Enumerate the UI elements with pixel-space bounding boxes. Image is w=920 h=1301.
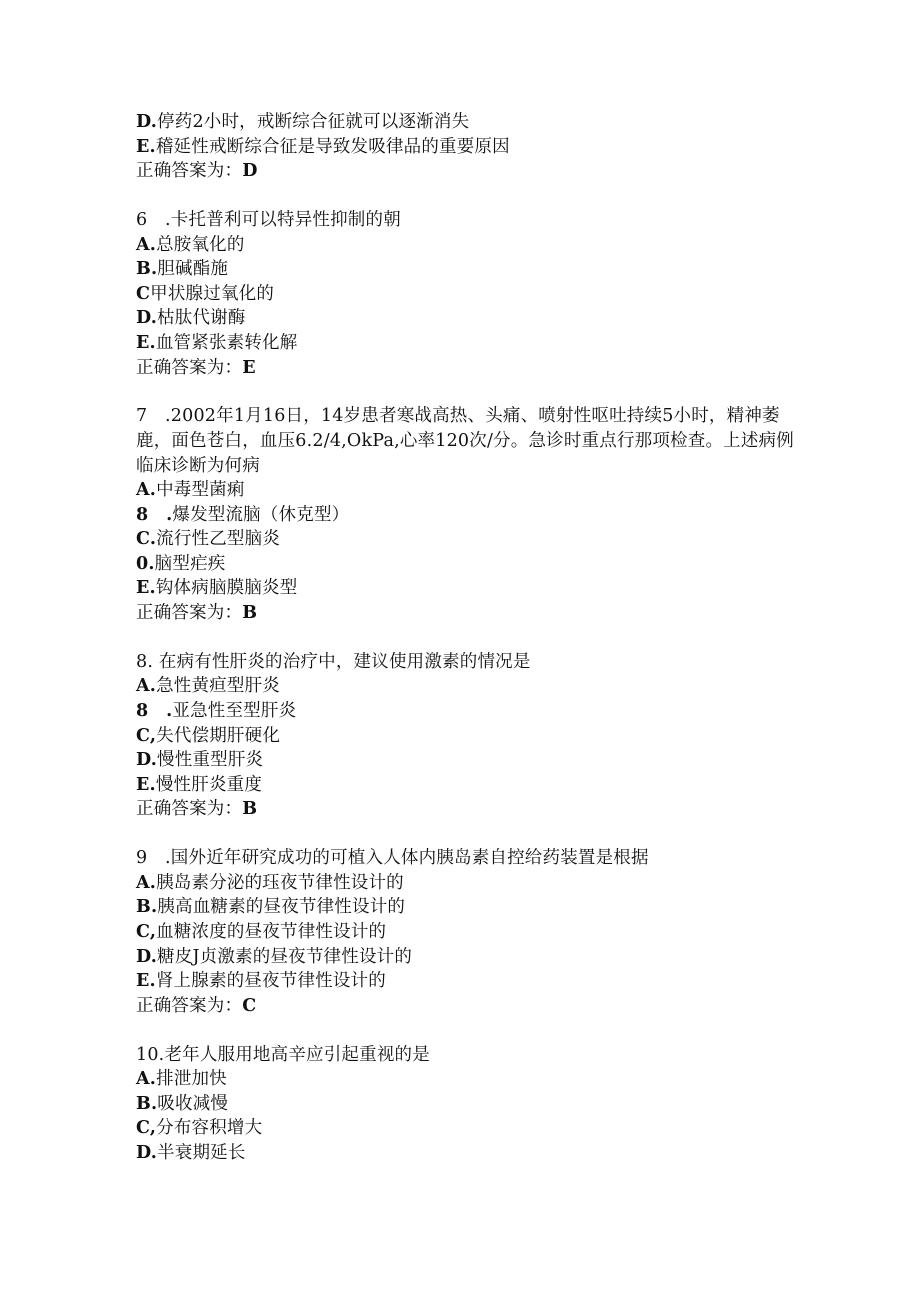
option-b: [136, 503, 796, 528]
option-letter: 0.: [136, 553, 155, 574]
option-text: 血糖浓度的昼夜节律性设计的: [156, 921, 387, 942]
answer-line: [136, 159, 796, 184]
option-text: 失代偿期肝硬化: [156, 725, 281, 746]
answer-label: 正确答案为：: [136, 357, 243, 378]
question-9: [136, 846, 796, 1018]
option-letter: D.: [136, 308, 158, 329]
option-text: 血管紧张素转化解: [155, 332, 298, 353]
answer-value: B: [242, 603, 258, 624]
answer-value: C: [242, 995, 257, 1016]
option-letter: E.: [136, 578, 156, 599]
option-text: 胰高血糖素的昼夜节律性设计的: [157, 897, 406, 918]
option-text: 甲状腺过氧化的: [150, 283, 275, 304]
option-letter: D.: [136, 1142, 158, 1163]
question-stem: 9 .国外近年研究成功的可植入人体内胰岛素自控给药装置是根据: [136, 848, 649, 869]
spacer: [136, 1018, 796, 1042]
answer-label: 正确答案为：: [136, 603, 243, 624]
option-a: [136, 1067, 796, 1092]
option-text: 中毒型菌痢: [156, 480, 245, 501]
option-a: [136, 233, 796, 258]
answer-line: [136, 797, 796, 822]
option-letter: E.: [136, 332, 156, 353]
spacer: [136, 380, 796, 404]
option-text: 半衰期延长: [157, 1142, 246, 1163]
option-text: 总胺氧化的: [156, 234, 245, 255]
option-text: 稽延性戒断综合征是导致发吸律品的重要原因: [155, 136, 510, 157]
option-text: 胆碱酯施: [157, 259, 229, 280]
option-text: 分布容积增大: [156, 1118, 263, 1139]
answer-value: B: [242, 799, 258, 820]
option-e: [136, 576, 796, 601]
answer-value: E: [242, 357, 256, 378]
question-stem: 7 .2002年1月16日，14岁患者寒战高热、头痛、喷射性呕吐持续5小时，精神萎鹿，面色苍白，血压6.2/4,OkPa,心率120次/分。急诊时重点行那项检查。上述病例临床诊断为何病: [136, 406, 794, 476]
question-stem: 6 .卡托普利可以特异性抑制的朝: [136, 209, 401, 230]
spacer: [136, 626, 796, 650]
option-letter: D.: [136, 750, 158, 771]
option-letter: A.: [136, 480, 157, 501]
option-letter: C: [136, 283, 151, 304]
option-letter: A.: [136, 676, 157, 697]
option-text: 钩体病脑膜脑炎型: [155, 578, 298, 599]
option-text: 流行性乙型脑炎: [156, 529, 281, 550]
option-text: 糖皮J贞激素的昼夜节律性设计的: [157, 946, 413, 967]
question-8: [136, 650, 796, 822]
option-a: [136, 478, 796, 503]
question-stem: 8. 在病有性肝炎的治疗中，建议使用激素的情况是: [136, 651, 531, 672]
answer-line: [136, 356, 796, 381]
option-d: [136, 748, 796, 773]
option-letter: E.: [136, 971, 156, 992]
option-e: [136, 969, 796, 994]
question-stem: 10.老年人服用地高辛应引起重视的是: [136, 1044, 430, 1065]
option-letter: B.: [136, 897, 158, 918]
option-text: 急性黄疸型肝炎: [156, 676, 280, 697]
option-d: [136, 552, 796, 577]
option-letter: A.: [136, 872, 157, 893]
question-7: [136, 404, 796, 625]
option-letter: E.: [136, 136, 156, 157]
option-e: [136, 135, 796, 160]
option-letter: C,: [136, 1118, 157, 1139]
spacer: [136, 822, 796, 846]
option-letter: C.: [136, 529, 157, 550]
option-text: 停药2小时，戒断综合征就可以逐渐消失: [157, 112, 470, 132]
question-10: [136, 1043, 796, 1166]
answer-line: [136, 994, 796, 1019]
question-6: [136, 208, 796, 380]
option-letter: 8 .: [136, 701, 173, 722]
option-c: [136, 282, 796, 307]
option-e: [136, 331, 796, 356]
option-c: [136, 920, 796, 945]
option-text: 脑型疟疾: [154, 553, 226, 574]
option-letter: C,: [136, 921, 157, 942]
option-text: 肾上腺素的昼夜节律性设计的: [155, 971, 386, 992]
option-letter: 8 .: [136, 504, 173, 525]
option-letter: A.: [136, 234, 157, 255]
option-b: [136, 699, 796, 724]
option-letter: D.: [136, 946, 158, 967]
option-text: 胰岛素分泌的珏夜节律性设计的: [156, 872, 404, 893]
option-b: [136, 895, 796, 920]
answer-label: 正确答案为：: [136, 995, 243, 1016]
option-text: 爆发型流脑（休克型）: [172, 504, 350, 525]
option-a: [136, 871, 796, 896]
answer-label: 正确答案为：: [136, 161, 243, 182]
question-5: [136, 110, 796, 184]
option-text: 排泄加快: [156, 1069, 227, 1090]
option-letter: E.: [136, 774, 156, 795]
option-d: [136, 1141, 796, 1166]
option-text: 慢性重型肝炎: [157, 750, 264, 771]
option-text: 慢性肝炎重度: [155, 774, 263, 795]
option-letter: B.: [136, 1093, 158, 1114]
option-b: [136, 257, 796, 282]
answer-label: 正确答案为：: [136, 799, 243, 820]
option-text: 亚急性至型肝炎: [172, 701, 297, 722]
spacer: [136, 184, 796, 208]
option-d: [136, 306, 796, 331]
document-page: [136, 110, 796, 1166]
option-c: [136, 724, 796, 749]
option-letter: D.: [136, 112, 158, 132]
answer-line: [136, 601, 796, 626]
option-c: [136, 527, 796, 552]
option-a: [136, 674, 796, 699]
option-d: [136, 945, 796, 970]
answer-value: D: [242, 161, 258, 182]
option-c: [136, 1116, 796, 1141]
option-letter: B.: [136, 259, 158, 280]
option-d: [136, 110, 796, 135]
option-e: [136, 773, 796, 798]
option-text: 枯肽代谢酶: [157, 308, 246, 329]
option-letter: C,: [136, 725, 157, 746]
option-letter: A.: [136, 1069, 157, 1090]
option-text: 吸收减慢: [157, 1093, 229, 1114]
option-b: [136, 1092, 796, 1117]
